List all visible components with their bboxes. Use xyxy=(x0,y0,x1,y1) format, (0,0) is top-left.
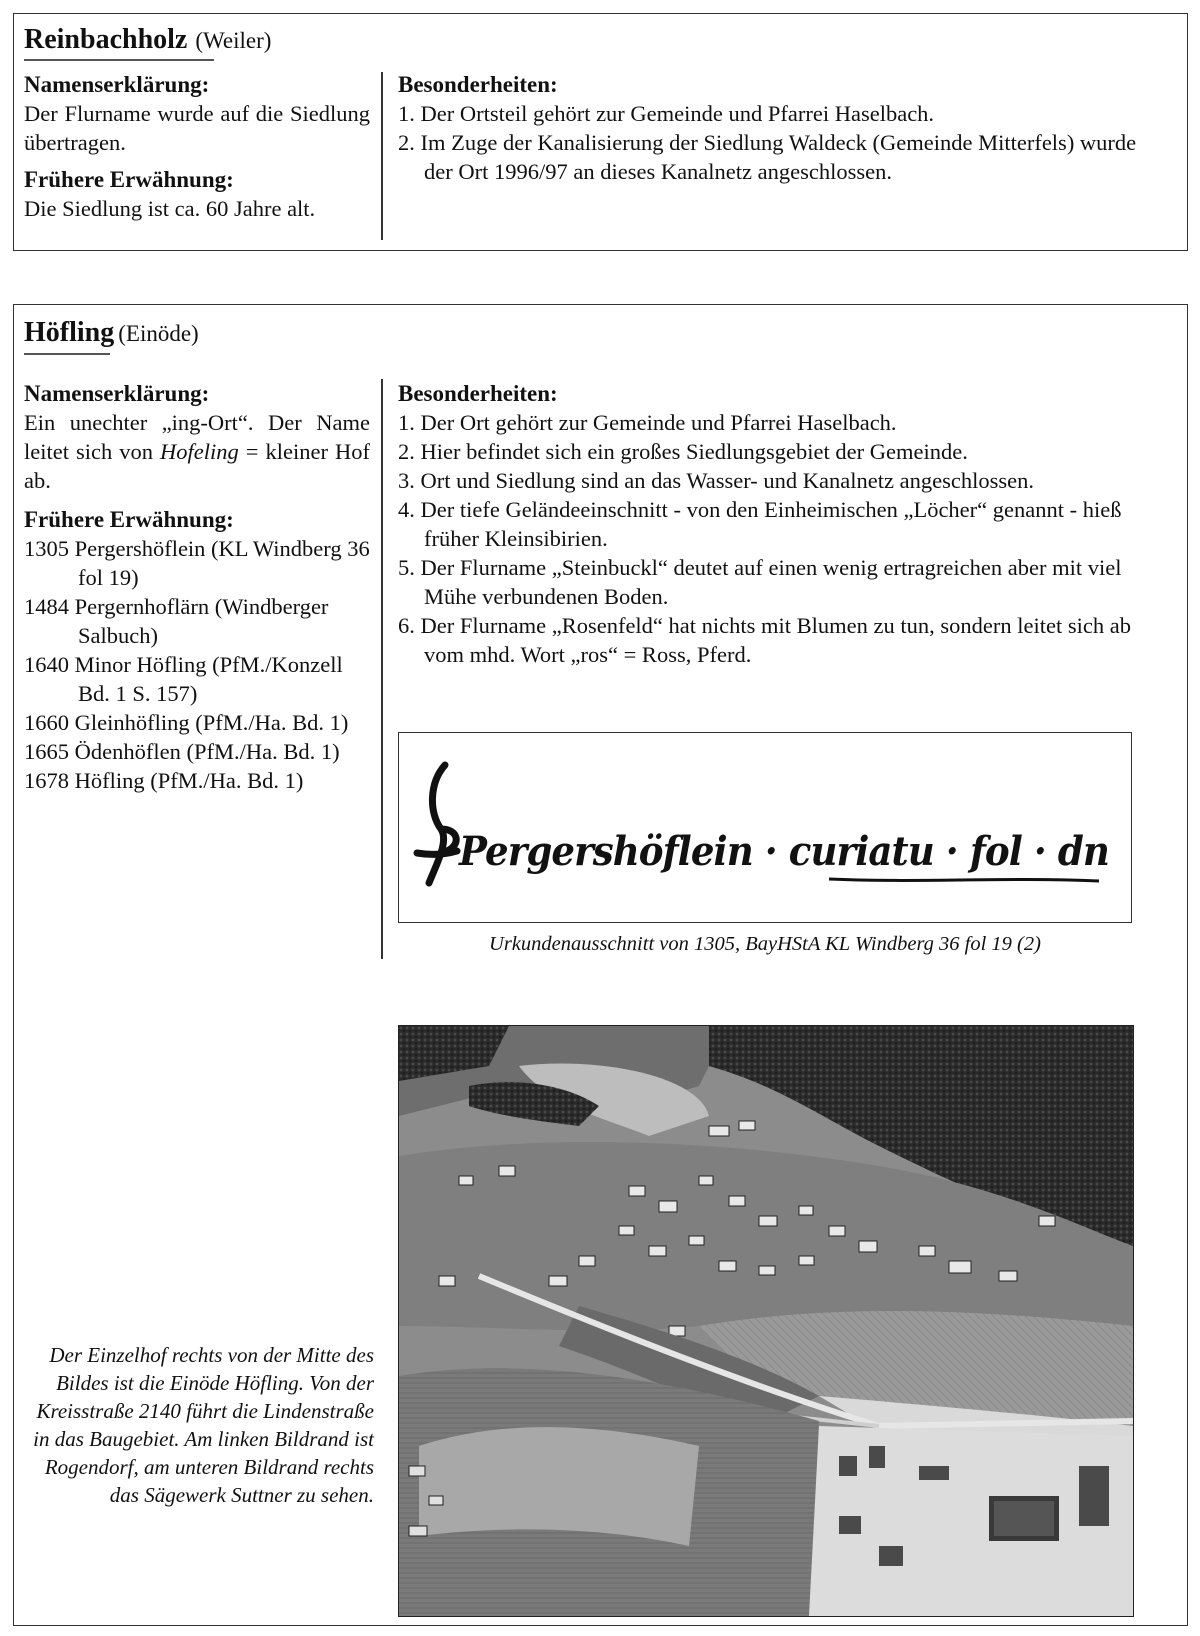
hoefling-name-heading: Namenserklärung: xyxy=(24,381,210,406)
hoefling-name-text-italic: Hofeling xyxy=(160,439,239,464)
list-item: 2. Im Zuge der Kanalisierung der Siedlung Waldeck (Gemeinde Mitterfels) wurde der Ort 1996/97 an dieses Kanalnetz angeschlossen. xyxy=(398,130,1137,184)
list-item: 4. Der tiefe Geländeeinschnitt - von den Einheimischen „Löcher“ genannt - hieß früher Kleinsibirien. xyxy=(398,497,1122,551)
reinbachholz-column-divider xyxy=(381,72,383,240)
hoefling-mention-list xyxy=(24,534,370,795)
hoefling-right-column xyxy=(398,379,1144,669)
reinbachholz-left-column xyxy=(24,70,370,223)
reinbachholz-mention-heading: Frühere Erwähnung: xyxy=(24,167,234,192)
reinbachholz-right-column xyxy=(398,70,1138,186)
list-item: 2. Hier befindet sich ein großes Siedlungsgebiet der Gemeinde. xyxy=(398,439,968,464)
aerial-photo-caption: Der Einzelhof rechts von der Mitte des Bildes ist die Einöde Höfling. Von der Kreisstraße 2140 führt die Lindenstraße in das Baugebiet. Am linken Bildrand ist Rogendorf, am unteren Bildrand rechts das Sägewerk Suttner zu sehen. xyxy=(33,1343,374,1507)
aerial-photo-image xyxy=(399,1026,1133,1616)
hoefling-special-list xyxy=(398,408,1144,669)
reinbachholz-box xyxy=(13,13,1188,251)
manuscript-excerpt xyxy=(398,732,1132,923)
list-item: 1678 Höfling (PfM./Ha. Bd. 1) xyxy=(24,768,304,793)
reinbachholz-name-heading: Namenserklärung: xyxy=(24,72,210,97)
list-item: 1660 Gleinhöfling (PfM./Ha. Bd. 1) xyxy=(24,710,349,735)
hoefling-name-text xyxy=(24,408,370,495)
hoefling-name-text-pre: Ein unechter „ing-Ort“. Der Name leitet sich von xyxy=(24,410,370,464)
aerial-photo xyxy=(398,1025,1134,1617)
list-item: 1. Der Ort gehört zur Gemeinde und Pfarrei Haselbach. xyxy=(398,410,897,435)
manuscript-caption: Urkundenausschnitt von 1305, BayHStA KL Windberg 36 fol 19 (2) xyxy=(489,933,1041,955)
manuscript-handwriting-image xyxy=(399,733,1133,924)
hoefling-column-divider xyxy=(381,379,383,959)
list-item: 1665 Ödenhöflen (PfM./Ha. Bd. 1) xyxy=(24,739,340,764)
list-item: 6. Der Flurname „Rosenfeld“ hat nichts mit Blumen zu tun, sondern leitet sich ab vom mhd. Wort „ros“ = Ross, Pferd. xyxy=(398,613,1131,667)
hoefling-title-rule xyxy=(24,353,110,355)
list-item: 5. Der Flurname „Steinbuckl“ deutet auf einen wenig ertragreichen aber mit viel Mühe verbundenen Boden. xyxy=(398,555,1122,609)
reinbachholz-mention-text: Die Siedlung ist ca. 60 Jahre alt. xyxy=(24,196,316,221)
reinbachholz-special-heading: Besonderheiten: xyxy=(398,72,558,97)
reinbachholz-name-text: Der Flurname wurde auf die Siedlung übertragen. xyxy=(24,101,370,155)
reinbachholz-title-rule xyxy=(24,59,214,61)
hoefling-type: (Einöde) xyxy=(118,321,199,346)
hoefling-box xyxy=(13,304,1188,1626)
list-item: 1484 Pergernhoflärn (Windberger Salbuch) xyxy=(24,594,329,648)
hoefling-special-heading: Besonderheiten: xyxy=(398,381,558,406)
list-item: 1640 Minor Höfling (PfM./Konzell Bd. 1 S. 157) xyxy=(24,652,343,706)
hoefling-name-text-post: = kleiner Hof ab. xyxy=(24,439,370,493)
reinbachholz-type: (Weiler) xyxy=(195,28,272,53)
list-item: 1305 Pergershöflein (KL Windberg 36 fol 19) xyxy=(24,536,370,590)
hoefling-mention-heading: Frühere Erwähnung: xyxy=(24,507,234,532)
reinbachholz-special-list xyxy=(398,99,1138,186)
hoefling-title: Höfling xyxy=(24,317,115,348)
list-item: 1. Der Ortsteil gehört zur Gemeinde und Pfarrei Haselbach. xyxy=(398,101,935,126)
list-item: 3. Ort und Siedlung sind an das Wasser- und Kanalnetz angeschlossen. xyxy=(398,468,1034,493)
manuscript-text: Pergershöflein · curiatu · fol · dn xyxy=(458,828,1109,875)
hoefling-title-block xyxy=(24,317,199,349)
reinbachholz-title: Reinbachholz xyxy=(24,24,188,55)
reinbachholz-title-block xyxy=(24,24,271,56)
hoefling-left-column xyxy=(24,379,370,795)
